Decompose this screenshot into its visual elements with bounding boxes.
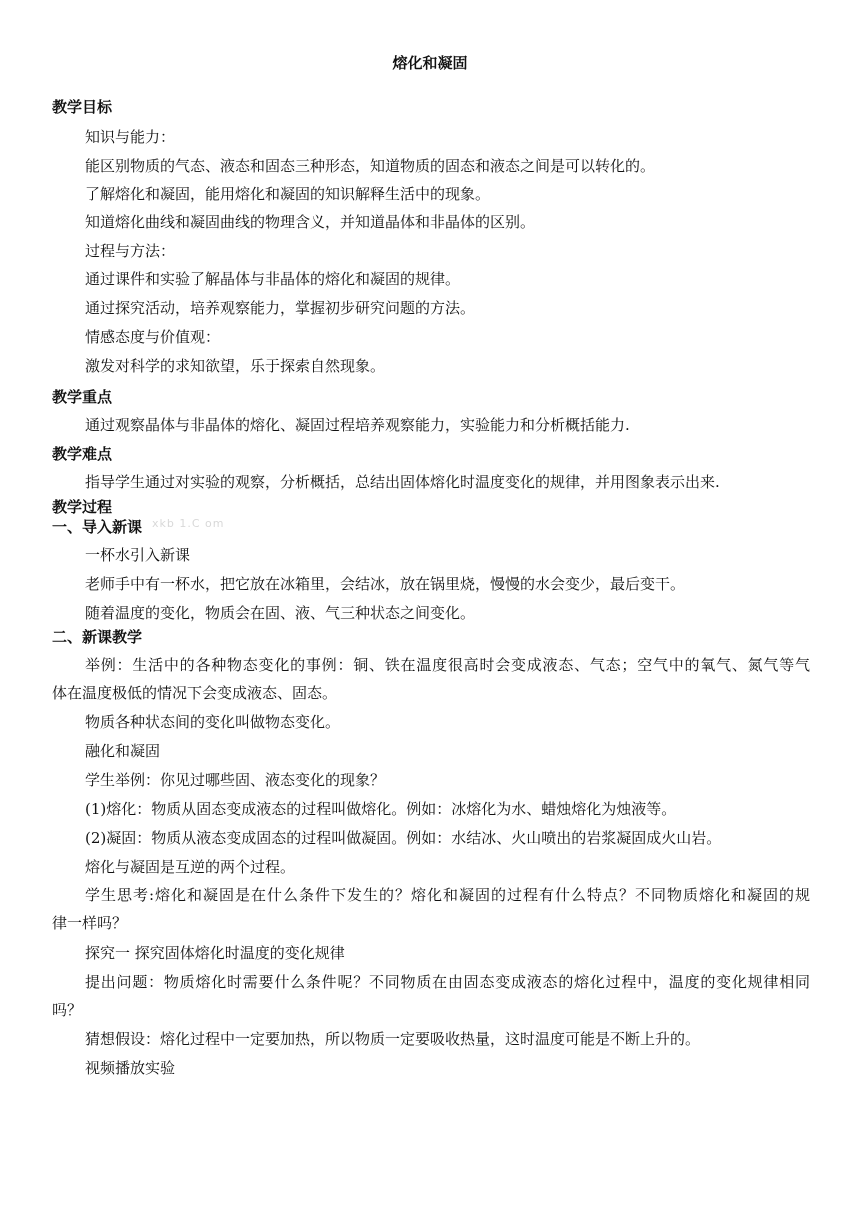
paragraph-line: 体在温度极低的情况下会变成液态、固态。 (52, 684, 338, 702)
paragraph-line: 通过观察晶体与非晶体的熔化、凝固过程培养观察能力，实验能力和分析概括能力. (85, 416, 630, 434)
paragraph-line: 学生举例：你见过哪些固、液态变化的现象？ (85, 771, 386, 789)
paragraph-line: 吗？ (52, 1001, 83, 1019)
section-heading: 教学难点 (52, 445, 113, 463)
paragraph-line: 探究一 探究固体熔化时温度的变化规律 (85, 944, 345, 962)
paragraph-line: (1)熔化：物质从固态变成液态的过程叫做熔化。例如：冰熔化为水、蜡烛熔化为烛液等。 (85, 800, 677, 818)
paragraph-line: (2)凝固：物质从液态变成固态的过程叫做凝固。例如：水结冰、火山喷出的岩浆凝固成火山岩。 (85, 829, 722, 847)
paragraph-line: 能区别物质的气态、液态和固态三种形态，知道物质的固态和液态之间是可以转化的。 (85, 157, 656, 175)
paragraph-line: 了解熔化和凝固，能用熔化和凝固的知识解释生活中的现象。 (85, 185, 491, 203)
section-heading: 教学过程 (52, 498, 113, 516)
paragraph-line: 熔化与凝固是互逆的两个过程。 (85, 858, 296, 876)
paragraph-line: 物质各种状态间的变化叫做物态变化。 (85, 713, 341, 731)
paragraph-line: 提出问题：物质熔化时需要什么条件呢？不同物质在由固态变成液态的熔化过程中，温度的变化规律相同 (85, 973, 810, 991)
section-heading: 教学目标 (52, 98, 113, 116)
paragraph-line: 通过探究活动，培养观察能力，掌握初步研究问题的方法。 (85, 299, 476, 317)
paragraph-line: 情感态度与价值观： (85, 328, 221, 346)
paragraph-line: 学生思考:熔化和凝固是在什么条件下发生的？熔化和凝固的过程有什么特点？不同物质熔化和凝固的规 (85, 886, 810, 904)
paragraph-line: 一杯水引入新课 (85, 546, 191, 564)
paragraph-line: 举例：生活中的各种物态变化的事例：铜、铁在温度很高时会变成液态、气态；空气中的氧气、氮气等气 (85, 656, 810, 674)
paragraph-line: 知道熔化曲线和凝固曲线的物理含义，并知道晶体和非晶体的区别。 (85, 213, 536, 231)
paragraph-line: 律一样吗？ (52, 914, 128, 932)
document-title: 熔化和凝固 (392, 54, 468, 72)
section-heading: 一、导入新课 (52, 518, 143, 536)
watermark: xkb 1.C om (152, 517, 225, 530)
paragraph-line: 老师手中有一杯水，把它放在冰箱里，会结冰，放在锅里烧，慢慢的水会变少，最后变干。 (85, 575, 686, 593)
paragraph-line: 视频播放实验 (85, 1059, 176, 1077)
section-heading: 二、新课教学 (52, 628, 143, 646)
section-heading: 教学重点 (52, 388, 113, 406)
paragraph-line: 指导学生通过对实验的观察，分析概括，总结出固体熔化时温度变化的规律，并用图象表示出来. (85, 473, 720, 491)
paragraph-line: 通过课件和实验了解晶体与非晶体的熔化和凝固的规律。 (85, 270, 461, 288)
paragraph-line: 知识与能力： (85, 128, 176, 146)
paragraph-line: 融化和凝固 (85, 742, 161, 760)
paragraph-line: 随着温度的变化，物质会在固、液、气三种状态之间变化。 (85, 604, 476, 622)
paragraph-line: 过程与方法： (85, 242, 176, 260)
paragraph-line: 激发对科学的求知欲望，乐于探索自然现象。 (85, 357, 386, 375)
paragraph-line: 猜想假设：熔化过程中一定要加热，所以物质一定要吸收热量，这时温度可能是不断上升的。 (85, 1030, 701, 1048)
